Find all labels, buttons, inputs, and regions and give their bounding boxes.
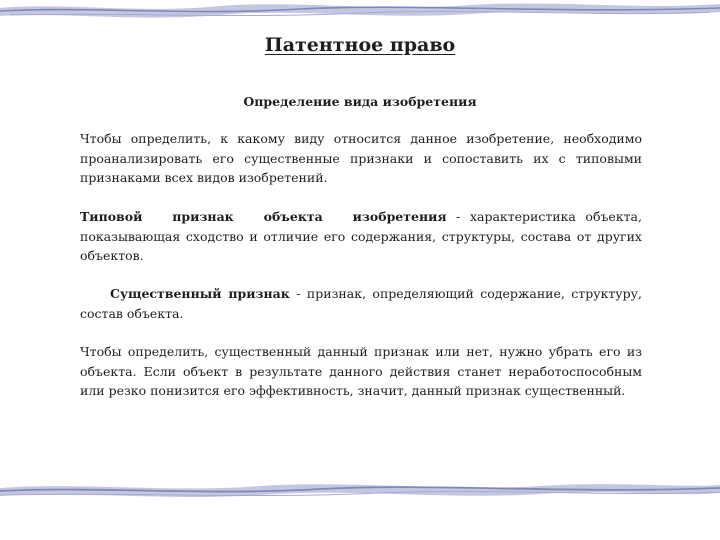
paragraph-how-to-determine: Чтобы определить, существенный данный признак или нет, нужно убрать его из объекта. Если объект в результате данного действия станет неработоспособным или резко понизится его эффективность, значит, данный признак существенный. bbox=[80, 344, 642, 398]
term-typical-feature: Типовой признак объекта изобретения bbox=[80, 209, 447, 224]
definition-essential-feature: - признак, определяющий содержание, структуру, состав объекта. bbox=[80, 286, 642, 321]
paragraph-typical-feature bbox=[80, 207, 642, 266]
paragraph-intro: Чтобы определить, к какому виду относится данное изобретение, необходимо проанализировать его существенные признаки и сопоставить их с типовыми признаками всех видов изобретений. bbox=[80, 131, 642, 185]
decorative-brush-stroke-bottom bbox=[0, 478, 720, 504]
slide-subtitle: Определение вида изобретения bbox=[243, 94, 477, 109]
paragraph-essential-feature bbox=[80, 284, 642, 323]
slide-title: Патентное право bbox=[264, 34, 456, 56]
term-essential-feature: Существенный признак bbox=[110, 286, 290, 301]
definition-typical-feature: - характеристика объекта, показывающая сходство и отличие его содержания, структуры, состава от других объектов. bbox=[80, 209, 642, 263]
decorative-brush-stroke-top bbox=[0, 0, 720, 26]
